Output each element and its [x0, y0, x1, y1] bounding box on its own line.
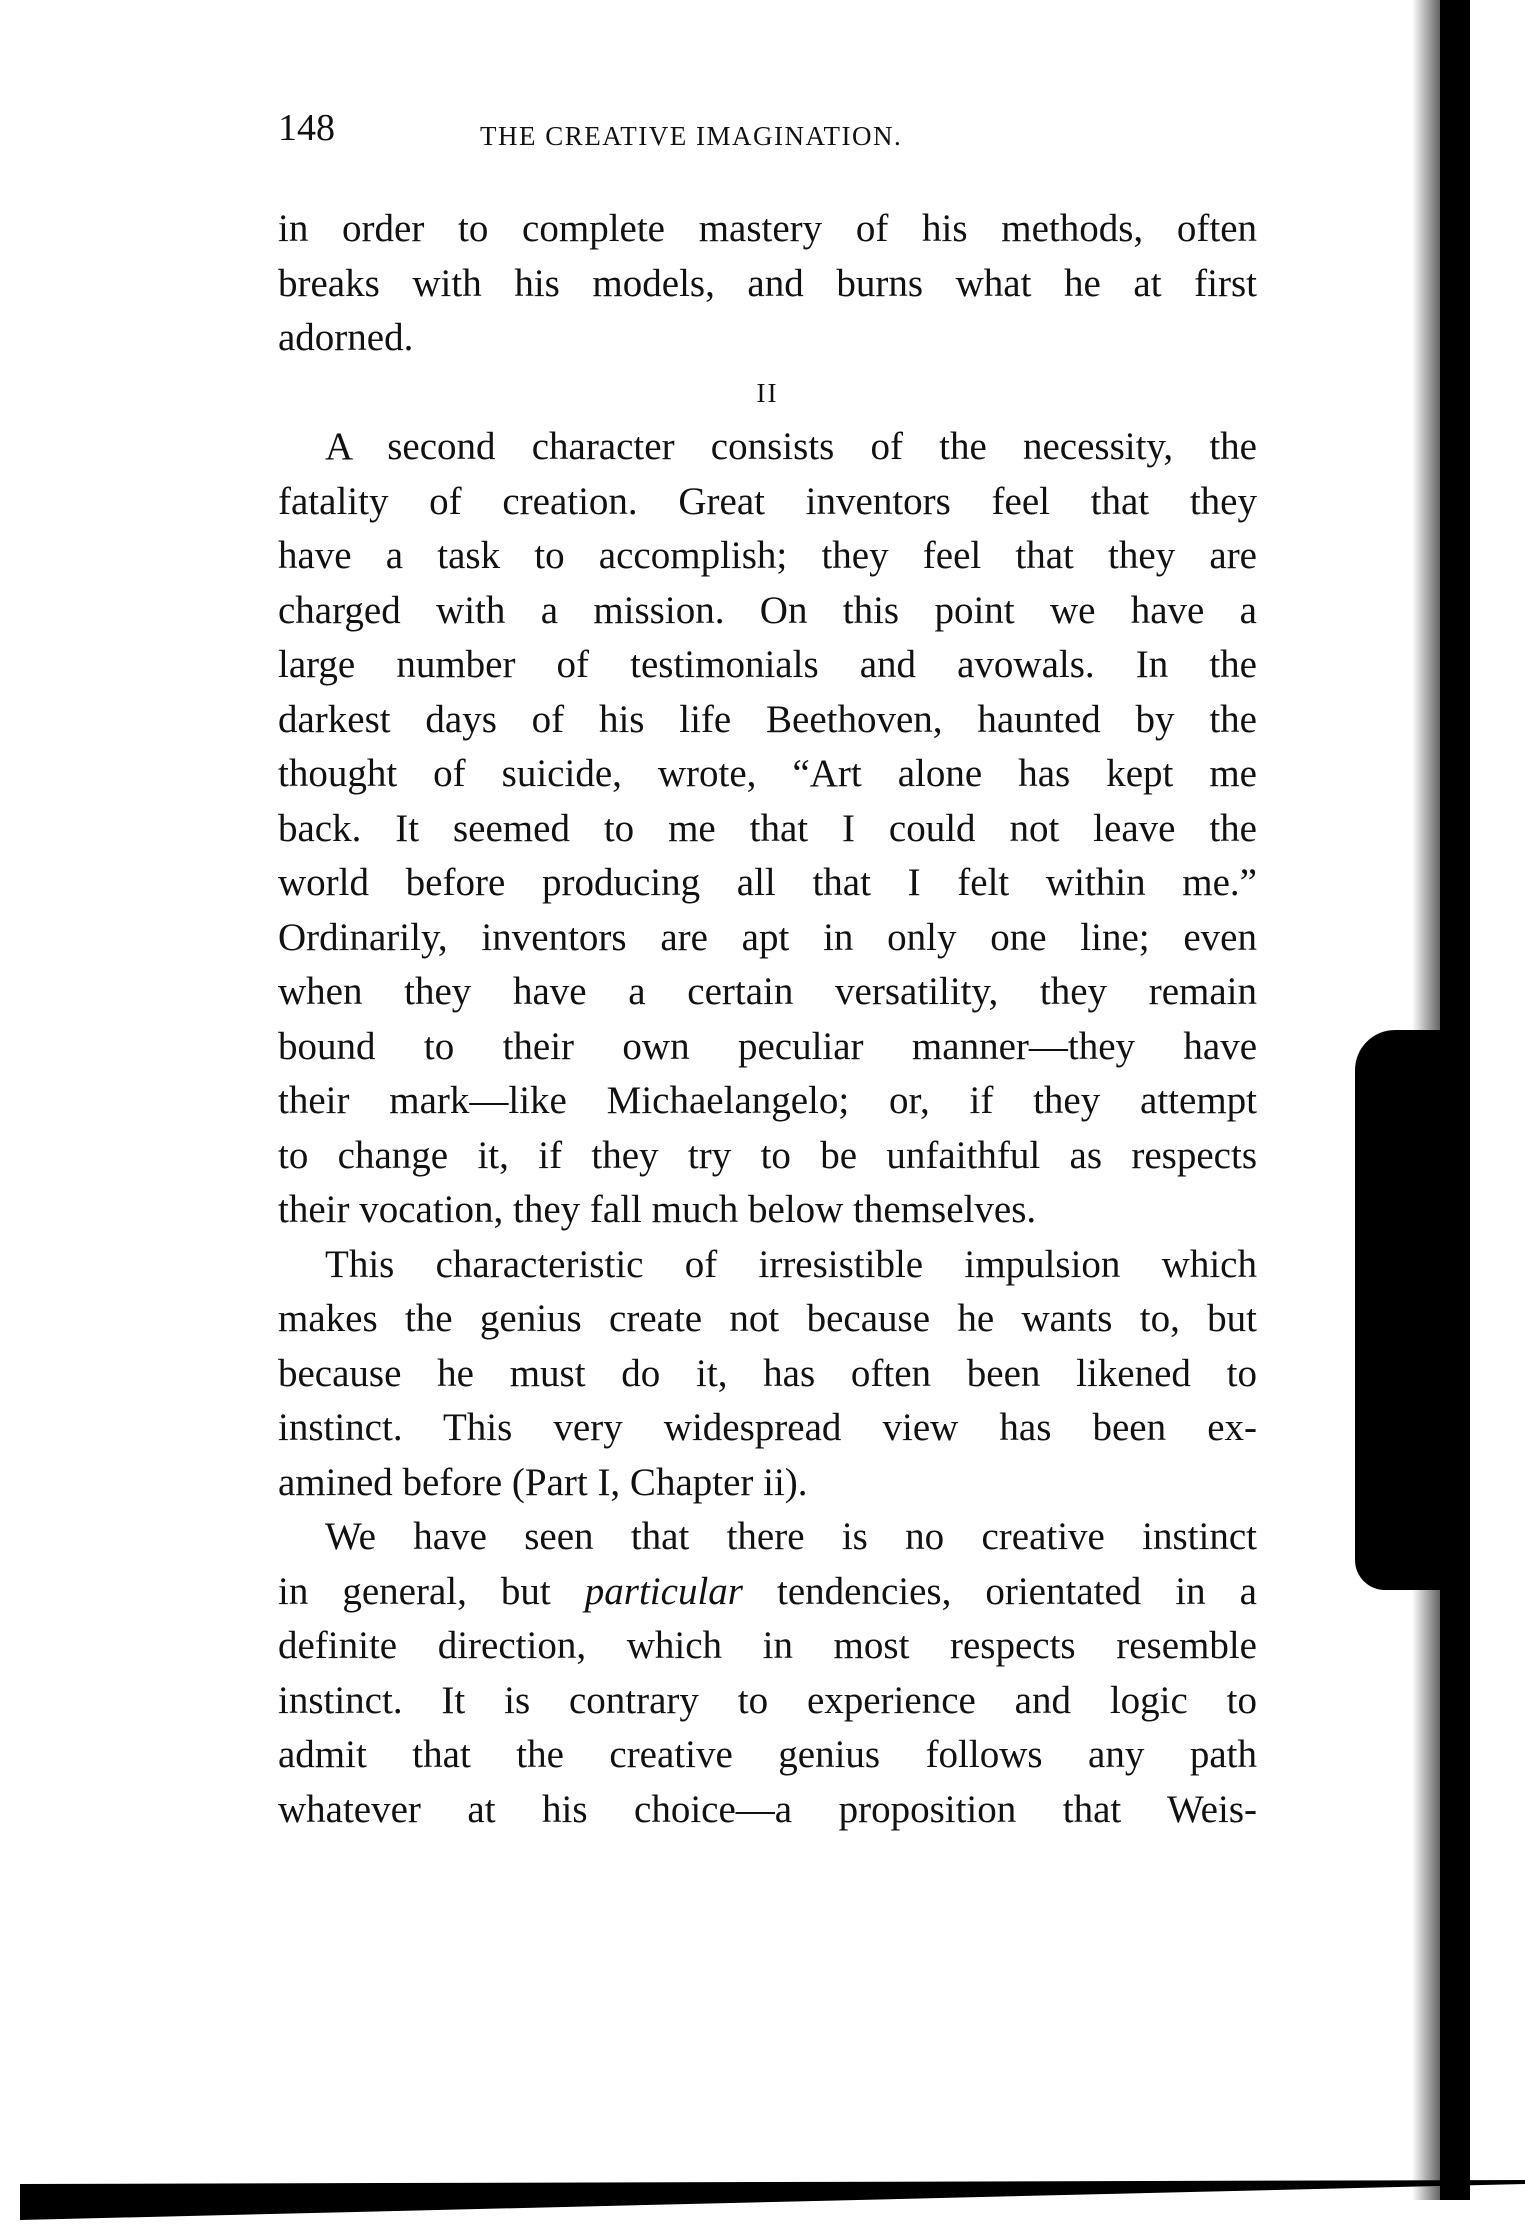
- text-line: to change it, if they try to be unfaithful as respects: [278, 1133, 1257, 1177]
- text-line: darkest days of his life Beethoven, haunted by the: [278, 697, 1257, 741]
- text-line: instinct. It is contrary to experience and logic to: [278, 1678, 1257, 1722]
- section-heading: II: [756, 377, 779, 408]
- italic-emphasis: particular: [584, 1569, 743, 1613]
- text-line: charged with a mission. On this point we have a: [278, 588, 1257, 632]
- text-line: admit that the creative genius follows any path: [278, 1733, 1257, 1776]
- text-line: amined before (Part I, Chapter ii).: [278, 1460, 808, 1504]
- text-line: their mark—like Michaelangelo; or, if they attempt: [278, 1079, 1257, 1122]
- text-line: large number of testimonials and avowals. In the: [278, 643, 1257, 686]
- scan-spine-bulge: [1355, 1030, 1445, 1590]
- text-line: instinct. This very widespread view has been ex-: [278, 1406, 1257, 1449]
- page-number: 148: [278, 107, 335, 149]
- text-line: makes the genius create not because he wants to, but: [278, 1297, 1257, 1340]
- text-line: their vocation, they fall much below themselves.: [278, 1188, 1037, 1231]
- text-line: adorned.: [278, 316, 414, 359]
- text-segment: tendencies, orientated in a: [742, 1569, 1257, 1613]
- text-line: because he must do it, has often been likened to: [278, 1351, 1257, 1395]
- text-line: This characteristic of irresistible impulsion which: [325, 1242, 1257, 1286]
- text-line: whatever at his choice—a proposition that Weis-: [278, 1787, 1257, 1831]
- text-line: fatality of creation. Great inventors feel that they: [278, 479, 1257, 523]
- text-line: thought of suicide, wrote, “Art alone has kept me: [278, 752, 1257, 795]
- text-line: breaks with his models, and burns what he at first: [278, 261, 1257, 305]
- text-segment: in general, but: [278, 1569, 585, 1613]
- text-line: in order to complete mastery of his methods, often: [278, 207, 1257, 250]
- running-title: THE CREATIVE IMAGINATION.: [480, 121, 903, 151]
- text-line: Ordinarily, inventors are apt in only one line; even: [278, 915, 1257, 959]
- text-line: back. It seemed to me that I could not leave the: [278, 806, 1257, 850]
- scan-bottom-edge: [20, 2180, 1525, 2220]
- text-line: A second character consists of the necessity, the: [325, 425, 1257, 468]
- page-body: [278, 202, 1257, 1837]
- text-line: have a task to accomplish; they feel that they are: [278, 534, 1257, 577]
- text-line: when they have a certain versatility, they remain: [278, 970, 1257, 1013]
- text-line: bound to their own peculiar manner—they have: [278, 1024, 1257, 1068]
- text-line: world before producing all that I felt within me.”: [278, 861, 1257, 904]
- text-line: [278, 1565, 1257, 1620]
- text-line: We have seen that there is no creative instinct: [325, 1515, 1257, 1558]
- text-line: definite direction, which in most respects resemble: [278, 1624, 1257, 1667]
